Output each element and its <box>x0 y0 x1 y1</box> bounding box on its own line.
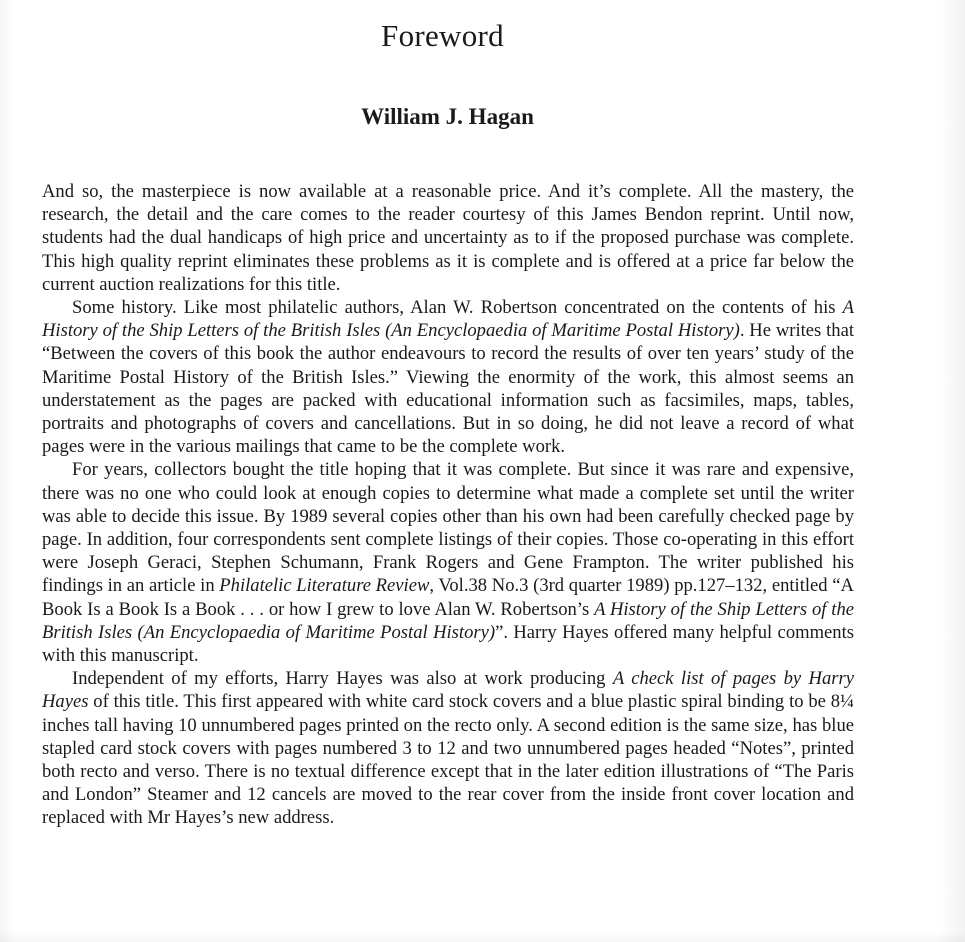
book-title-italic: A History of the Ship Letters of the British Isles (An Encyclopaedia of Maritime Postal History) <box>42 598 854 643</box>
paragraph-text: For years, collectors bought the title hoping that it was complete. But since it was rare and expensive, there was no one who could look at enough copies to determine what made a complete set until the writer was able to decide this issue. By 1989 several copies other than his own had been carefully checked page by page. In addition, four correspondents sent complete listings of their copies. Those co-operating in this effort were Joseph Geraci, Stephen Schumann, Frank Rogers and Gene Frampton. The writer published his findings in an article in <box>42 459 854 597</box>
paragraph-1 <box>42 180 854 296</box>
paragraph-text: . He writes that “Between the covers of this book the author endeavours to record the results of over ten years’ study of the Maritime Postal History of the British Isles.” Viewing the enormity of the work, this almost seems an understatement as the pages are packed with educational information such as facsimiles, maps, tables, portraits and photographs of covers and cancellations. But in so doing, he did not leave a record of what pages were in the various mailings that came to be the complete work. <box>42 320 854 458</box>
paragraph-text: of this title. This first appeared with white card stock covers and a blue plastic spiral binding to be 8¼ inches tall having 10 unnumbered pages printed on the recto only. A second edition is the same size, has blue stapled card stock covers with pages numbered 3 to 12 and two unnumbered pages headed “Notes”, printed both recto and verso. There is no textual difference except that in the later edition illustrations of “The Paris and London” Steamer and 12 cancels are moved to the rear cover from the inside front cover location and replaced with Mr Hayes’s new address. <box>42 691 854 829</box>
paragraph-text: ”. Harry Hayes offered many helpful comments with this manuscript. <box>42 621 854 667</box>
foreword-body <box>42 180 854 830</box>
book-title-italic: A History of the Ship Letters of the British Isles (An Encyclopaedia of Maritime Postal History) <box>42 297 854 342</box>
paragraph-text: Some history. Like most philatelic authors, Alan W. Robertson concentrated on the contents of his <box>72 297 843 319</box>
paragraph-4 <box>42 667 854 829</box>
journal-title-italic: Philatelic Literature Review <box>219 575 430 597</box>
paragraph-3 <box>42 458 854 667</box>
page-title: Foreword <box>381 18 504 53</box>
page-edge-shadow <box>0 932 965 942</box>
author-name: William J. Hagan <box>361 104 534 129</box>
paragraph-text: Independent of my efforts, Harry Hayes was also at work producing <box>72 668 613 690</box>
paragraph-text: , Vol.38 No.3 (3rd quarter 1989) pp.127–132, entitled “A Book Is a Book Is a Book . . . or how I grew to love Alan W. Robertson’s <box>42 575 854 620</box>
paragraph-text: And so, the masterpiece is now available at a reasonable price. And it’s complete. All the mastery, the research, the detail and the care comes to the reader courtesy of this James Bendon reprint. Until now, students had the dual handicaps of high price and uncertainty as to if the proposed purchase was complete. This high quality reprint eliminates these problems as it is complete and is offered at a price far below the current auction realizations for this title. <box>42 181 854 295</box>
paragraph-2 <box>42 296 854 458</box>
checklist-title-italic: A check list of pages by Harry Hayes <box>42 668 855 713</box>
